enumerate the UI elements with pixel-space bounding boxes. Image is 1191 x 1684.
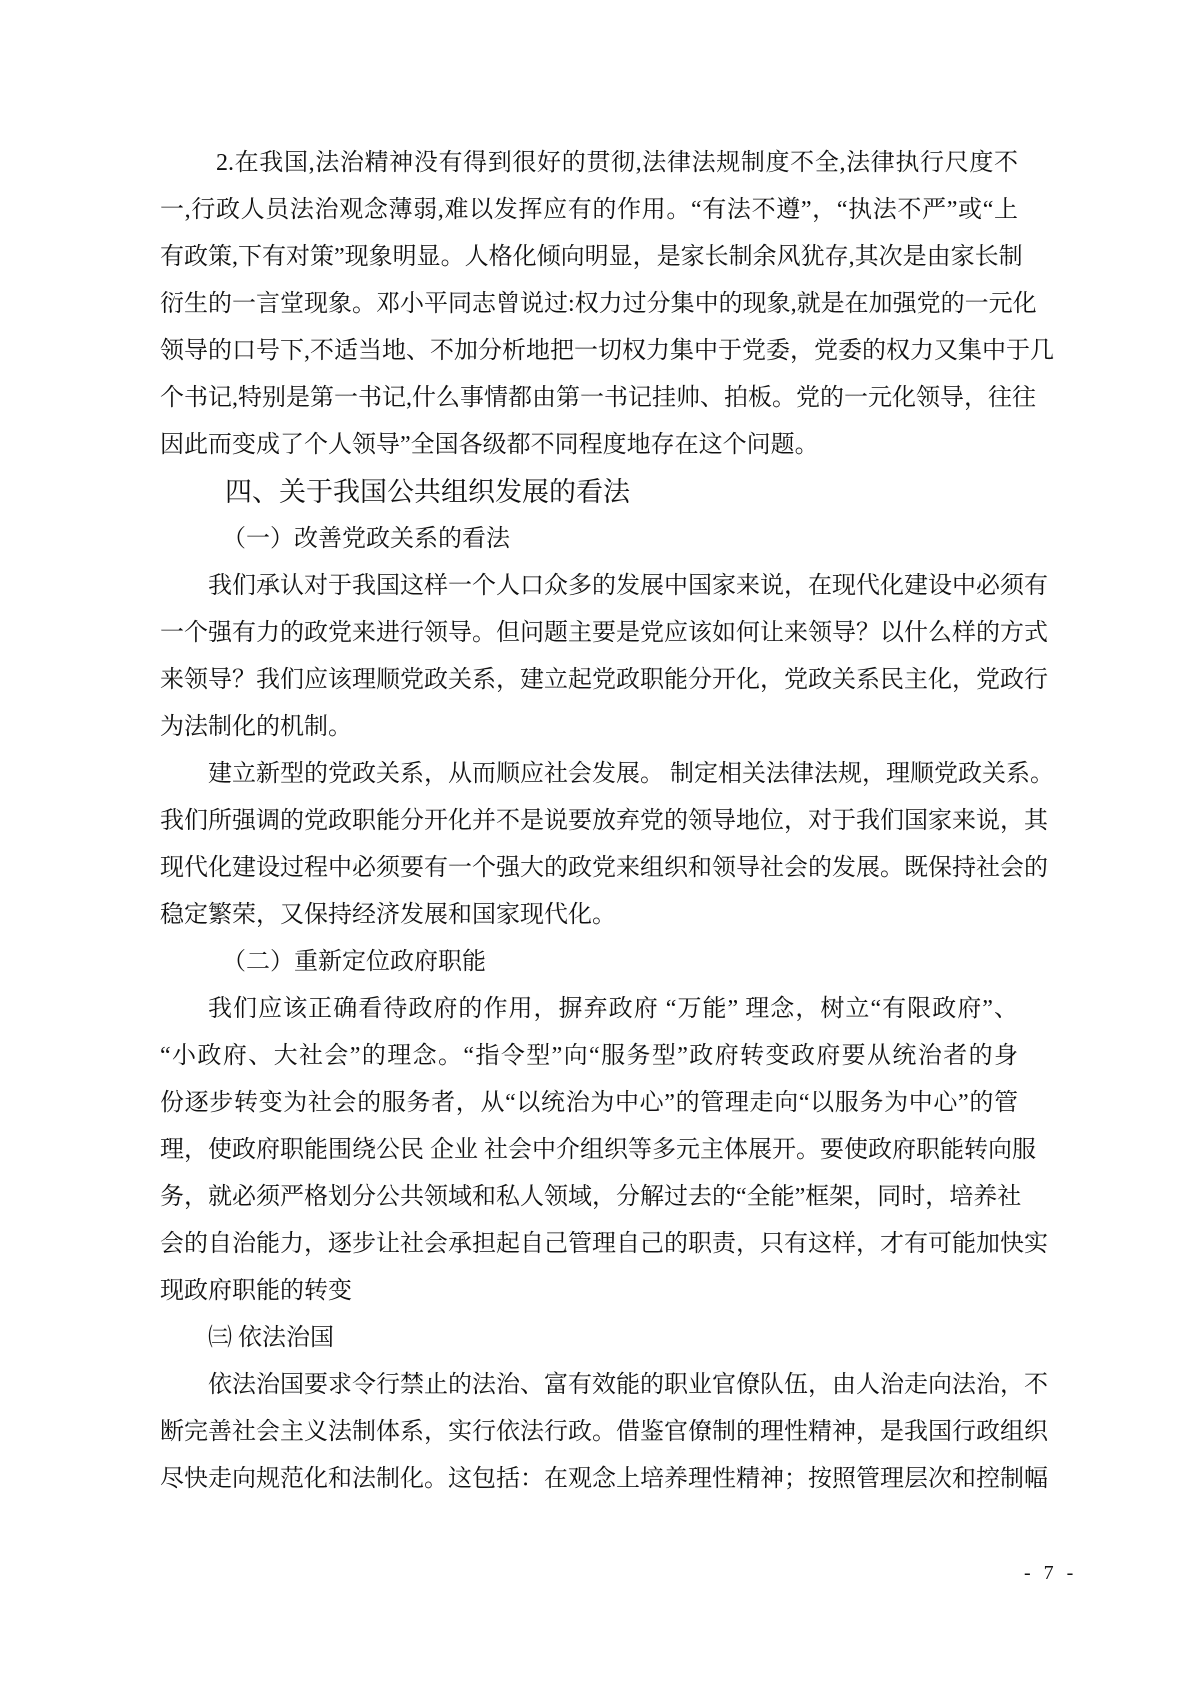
text-line: 一个强有力的政党来进行领导。但问题主要是党应该如何让来领导？以什么样的方式 bbox=[160, 620, 1048, 646]
text-line: 理，使政府职能围绕公民 企业 社会中介组织等多元主体展开。要使政府职能转向服 bbox=[160, 1137, 1036, 1163]
paragraph-3 bbox=[160, 751, 1054, 939]
section-heading: 四、关于我国公共组织发展的看法 bbox=[225, 477, 630, 507]
page-number: - 7 - bbox=[1024, 1562, 1078, 1584]
paragraph-4 bbox=[160, 986, 1048, 1315]
text-line: 现代化建设过程中必须要有一个强大的政党来组织和领导社会的发展。既保持社会的 bbox=[160, 855, 1048, 881]
text-line: 一,行政人员法治观念薄弱,难以发挥应有的作用。“有法不遵”，“执法不严”或“上 bbox=[160, 197, 1018, 223]
text-line: 建立新型的党政关系，从而顺应社会发展。 制定相关法律法规，理顺党政关系。 bbox=[208, 761, 1054, 787]
text-line: 会的自治能力，逐步让社会承担起自己管理自己的职责，只有这样，才有可能加快实 bbox=[160, 1231, 1048, 1257]
text-line: 来领导？我们应该理顺党政关系，建立起党政职能分开化，党政关系民主化，党政行 bbox=[160, 667, 1048, 693]
text-line: 尽快走向规范化和法制化。这包括：在观念上培养理性精神；按照管理层次和控制幅 bbox=[160, 1466, 1048, 1492]
text-line: 我们承认对于我国这样一个人口众多的发展中国家来说，在现代化建设中必须有 bbox=[208, 573, 1048, 599]
text-line: 个书记,特别是第一书记,什么事情都由第一书记挂帅、拍板。党的一元化领导，往往 bbox=[160, 385, 1036, 411]
text-line: 份逐步转变为社会的服务者，从“以统治为中心”的管理走向“以服务为中心”的管 bbox=[160, 1090, 1018, 1116]
text-line: 有政策,下有对策”现象明显。人格化倾向明显，是家长制余风犹存,其次是由家长制 bbox=[160, 244, 1023, 270]
subsection-heading: （一）改善党政关系的看法 bbox=[222, 526, 510, 552]
text-line: 依法治国要求令行禁止的法治、富有效能的职业官僚队伍，由人治走向法治，不 bbox=[208, 1372, 1048, 1398]
paragraph-1 bbox=[160, 140, 1054, 469]
text-line: 2.在我国,法治精神没有得到很好的贯彻,法律法规制度不全,法律执行尺度不 bbox=[216, 150, 1018, 176]
subsection-heading: ㈢ 依法治国 bbox=[208, 1325, 334, 1351]
text-line: 务，就必须严格划分公共领域和私人领域，分解过去的“全能”框架，同时，培养社 bbox=[160, 1184, 1022, 1210]
document-body bbox=[160, 140, 1054, 1503]
paragraph-2 bbox=[160, 563, 1048, 751]
text-line: 衍生的一言堂现象。邓小平同志曾说过:权力过分集中的现象,就是在加强党的一元化 bbox=[160, 291, 1037, 317]
text-line: 稳定繁荣，又保持经济发展和国家现代化。 bbox=[160, 902, 616, 928]
text-line: 断完善社会主义法制体系，实行依法行政。借鉴官僚制的理性精神，是我国行政组织 bbox=[160, 1419, 1048, 1445]
text-line: 我们应该正确看待政府的作用，摒弃政府 “万能” 理念，树立“有限政府”、 bbox=[208, 996, 1018, 1022]
text-line: “小政府、大社会”的理念。“指令型”向“服务型”政府转变政府要从统治者的身 bbox=[160, 1043, 1018, 1069]
paragraph-5 bbox=[160, 1362, 1048, 1503]
text-line: 我们所强调的党政职能分开化并不是说要放弃党的领导地位，对于我们国家来说，其 bbox=[160, 808, 1048, 834]
subsection-heading: （二）重新定位政府职能 bbox=[222, 949, 486, 975]
text-line: 为法制化的机制。 bbox=[160, 714, 352, 740]
text-line: 领导的口号下,不适当地、不加分析地把一切权力集中于党委，党委的权力又集中于几 bbox=[160, 338, 1054, 364]
text-line: 因此而变成了个人领导”全国各级都不同程度地存在这个问题。 bbox=[160, 432, 819, 458]
text-line: 现政府职能的转变 bbox=[160, 1278, 352, 1304]
